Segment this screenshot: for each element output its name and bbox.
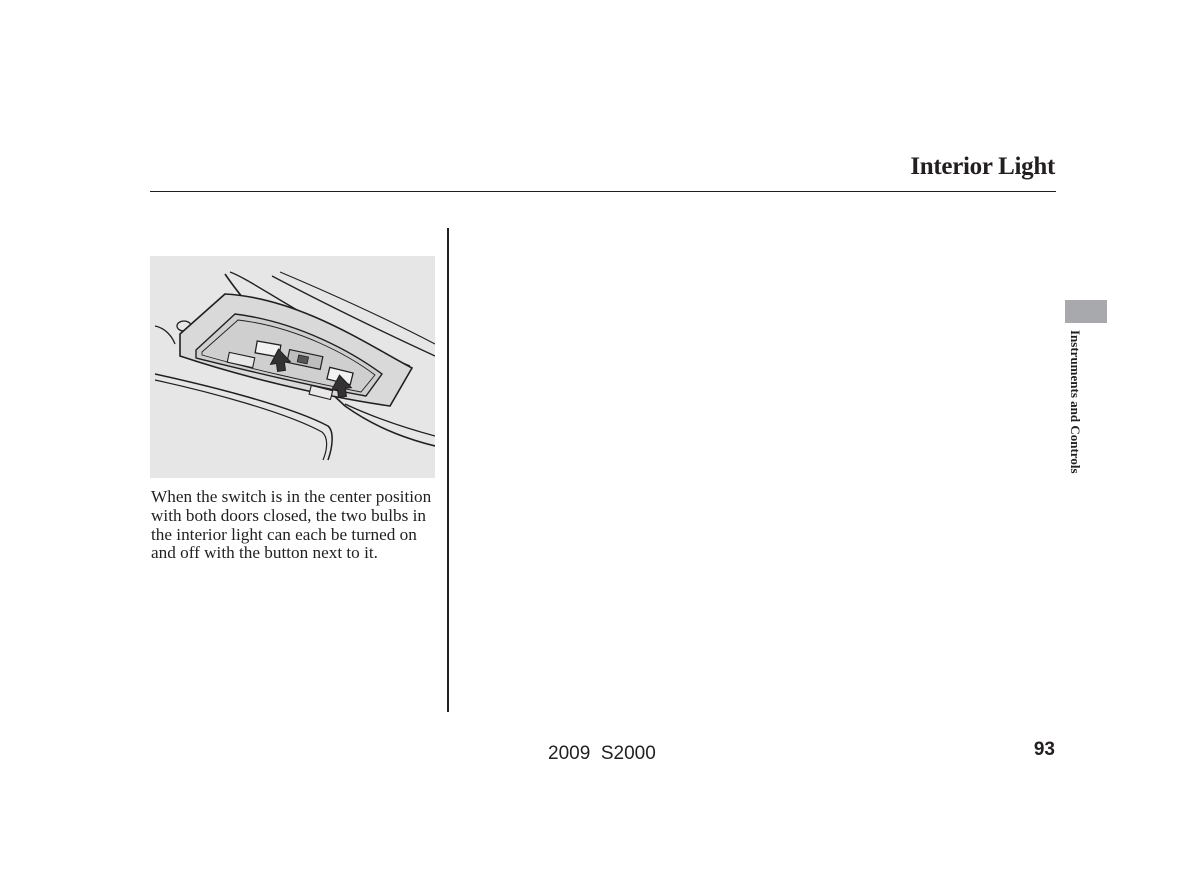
footer-model: 2009 S2000 bbox=[548, 743, 656, 764]
interior-light-figure bbox=[150, 256, 435, 478]
page-title: Interior Light bbox=[910, 153, 1055, 180]
body-paragraph: When the switch is in the center position with both doors closed, the two bulbs in the interior light can each be turned on and off with the button next to it. bbox=[151, 487, 432, 563]
title-rule bbox=[150, 191, 1056, 192]
section-tab-marker bbox=[1065, 300, 1107, 323]
page-number: 93 bbox=[1033, 739, 1055, 760]
column-divider bbox=[447, 228, 449, 712]
interior-light-illustration bbox=[150, 256, 435, 478]
section-tab-label: Instruments and Controls bbox=[1068, 330, 1083, 474]
